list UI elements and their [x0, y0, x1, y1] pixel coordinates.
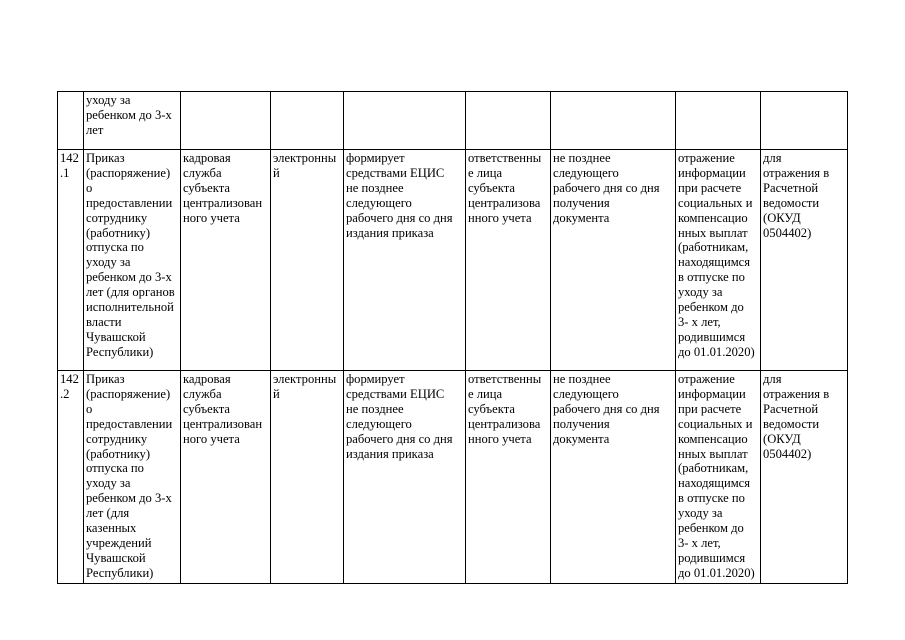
- cell-submission-deadline: [551, 92, 676, 150]
- cell-creation-deadline: формирует средствами ЕЦИС не позднее следующего рабочего дня со дня издания приказа: [344, 150, 466, 371]
- cell-number: [58, 92, 84, 150]
- cell-register: для отражения в Расчетной ведомости (ОКУД 0504402): [761, 150, 848, 371]
- cell-purpose: отражение информации при расчете социальных и компенсацио нных выплат (работникам, находящимся в отпуске по уходу за ребенком до 3- х лет, родившимся до 01.01.2020): [676, 371, 761, 584]
- cell-purpose: отражение информации при расчете социальных и компенсацио нных выплат (работникам, находящимся в отпуске по уходу за ребенком до 3- х лет, родившимся до 01.01.2020): [676, 150, 761, 371]
- cell-document-name: Приказ (распоряжение) о предоставлении сотруднику (работнику) отпуска по уходу за ребенком до 3-х лет (для казенных учреждений Чувашской Республики): [84, 371, 181, 584]
- cell-submission-deadline: не позднее следующего рабочего дня со дня получения документа: [551, 150, 676, 371]
- cell-format: электронны й: [271, 371, 344, 584]
- table-row-142-2: [58, 371, 848, 584]
- cell-responsible-creator: кадровая служба субъекта централизован ного учета: [181, 150, 271, 371]
- cell-number: 142 .2: [58, 371, 84, 584]
- cell-submission-deadline: не позднее следующего рабочего дня со дня получения документа: [551, 371, 676, 584]
- cell-register: для отражения в Расчетной ведомости (ОКУД 0504402): [761, 371, 848, 584]
- cell-creation-deadline: формирует средствами ЕЦИС не позднее следующего рабочего дня со дня издания приказа: [344, 371, 466, 584]
- table-row-continuation: [58, 92, 848, 150]
- document-table: [57, 91, 848, 584]
- table-row-142-1: [58, 150, 848, 371]
- cell-responsible-creator: [181, 92, 271, 150]
- cell-document-name: Приказ (распоряжение) о предоставлении сотруднику (работнику) отпуска по уходу за ребенком до 3-х лет (для органов исполнительной власти Чувашской Республики): [84, 150, 181, 371]
- cell-purpose: [676, 92, 761, 150]
- cell-format: электронны й: [271, 150, 344, 371]
- cell-format: [271, 92, 344, 150]
- cell-register: [761, 92, 848, 150]
- cell-recipient: ответственны е лица субъекта централизова нного учета: [466, 371, 551, 584]
- cell-recipient: [466, 92, 551, 150]
- cell-creation-deadline: [344, 92, 466, 150]
- cell-document-name: уходу за ребенком до 3-х лет: [84, 92, 181, 150]
- cell-recipient: ответственны е лица субъекта централизова нного учета: [466, 150, 551, 371]
- cell-number: 142 .1: [58, 150, 84, 371]
- cell-responsible-creator: кадровая служба субъекта централизован ного учета: [181, 371, 271, 584]
